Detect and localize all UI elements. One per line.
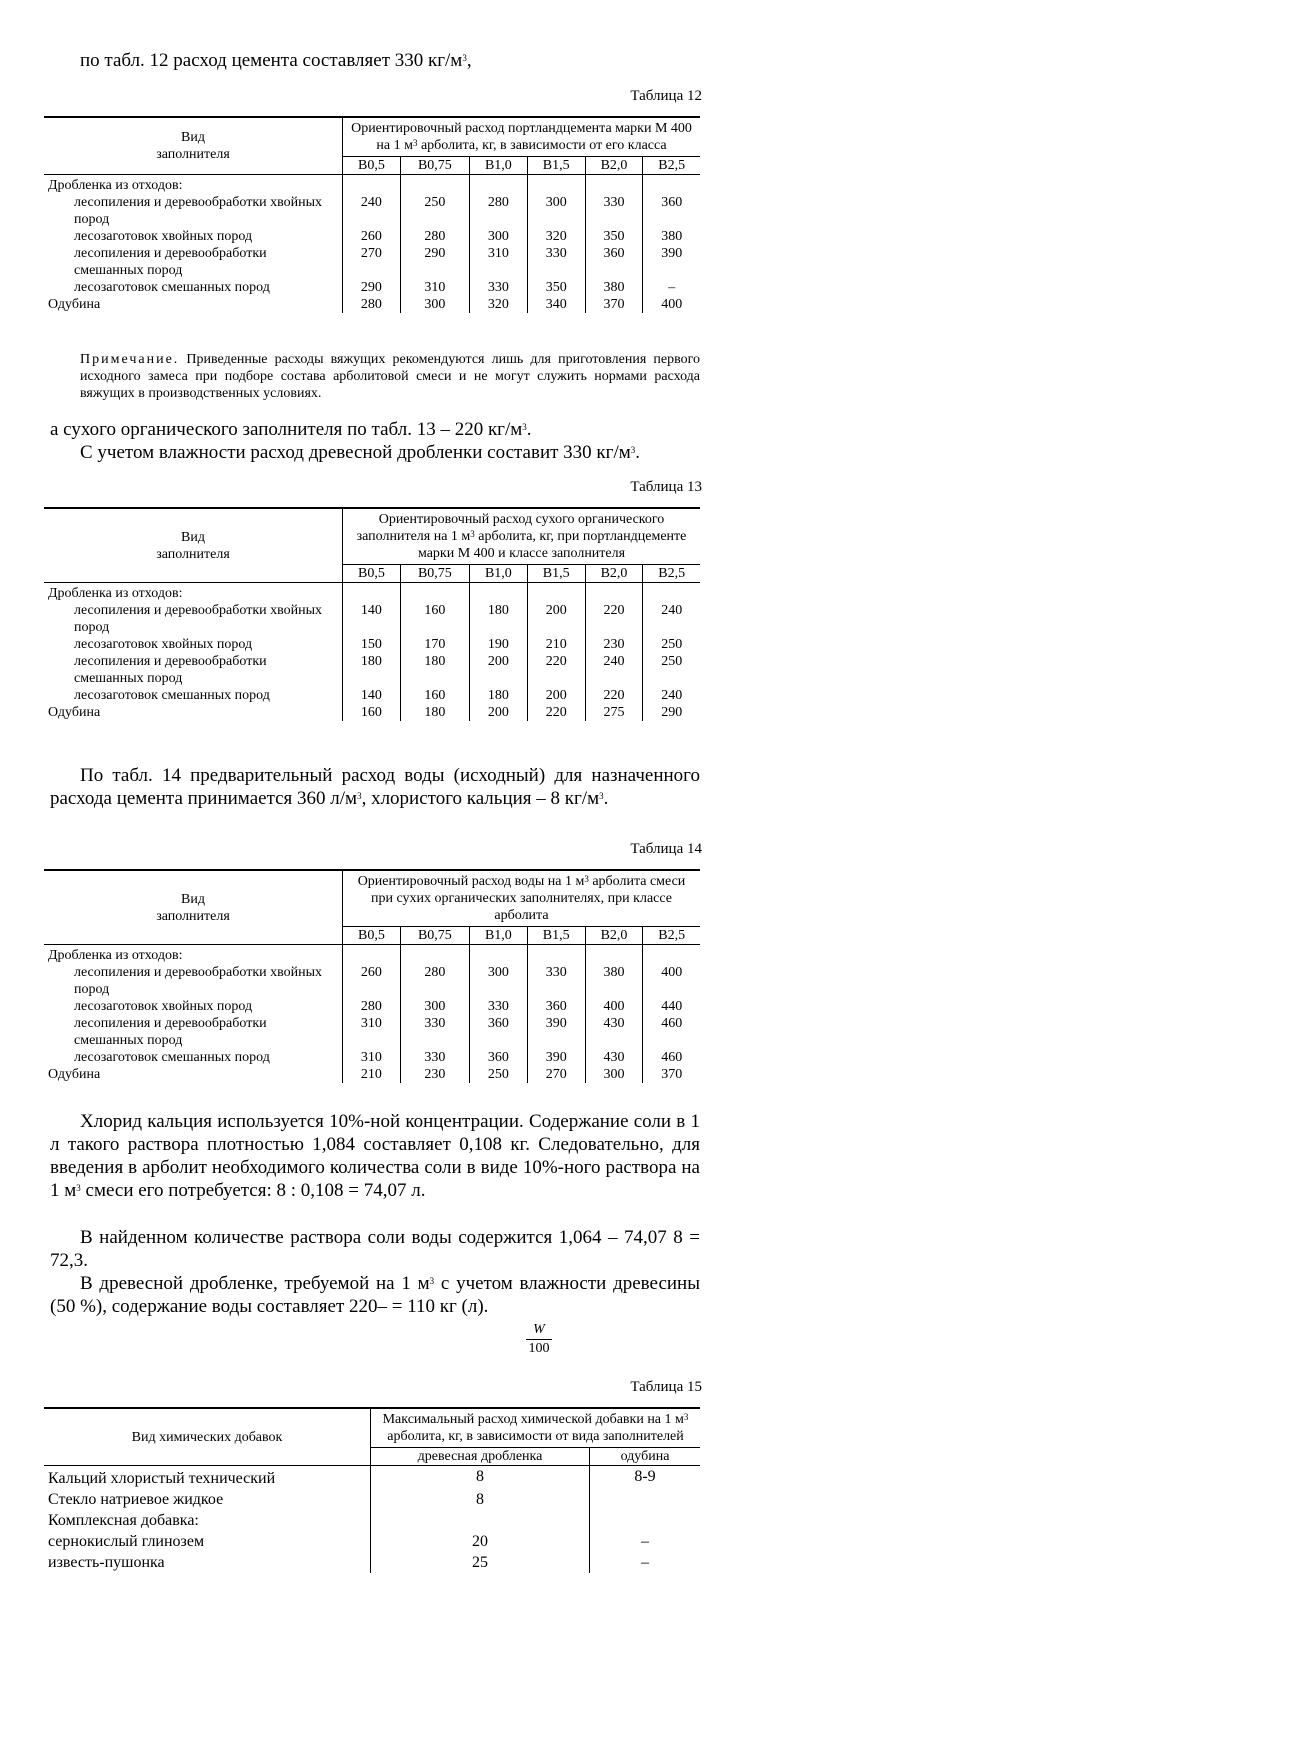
row-group: Дробленка из отходов: [48,586,183,601]
cell: 230 [400,1066,469,1083]
text: В древесной дробленке, требуемой на 1 м [80,1273,430,1294]
text: арболита, кг, в зависимости от его класса [417,138,667,153]
cell: 240 [343,194,401,228]
cell: 300 [400,998,469,1015]
col-header-name: Вид химических добавок [44,1408,371,1466]
table-row [44,687,700,704]
table-13-grid [44,507,700,721]
row-name: Кальций хлористый технический [48,1470,276,1487]
cell: 390 [527,1049,585,1066]
paragraph-wood-water [50,1272,700,1318]
cell: 330 [400,1049,469,1066]
text: С учетом влажности расход древесной дробленки составит 330 кг/м [80,442,631,463]
cell: 180 [343,653,401,687]
table-row [44,1066,700,1083]
class-header: В1,0 [469,565,527,583]
row-name: Одубина [48,705,101,720]
superscript: 3 [76,1183,81,1193]
class-header: В1,0 [469,927,527,945]
col-header-group [371,1408,701,1448]
paragraph-humidity [50,441,700,464]
col-header-name: Вид заполнителя [44,870,343,945]
col-header-name: Вид заполнителя [44,117,343,175]
table-row [44,1531,700,1552]
cell: – [590,1531,701,1552]
row-name: лесопиления и деревообработки смешанных пород [74,654,267,686]
paragraph-water [50,764,700,810]
cell: 250 [469,1066,527,1083]
table-row [44,1015,700,1049]
class-header: В1,5 [527,565,585,583]
cell: 310 [469,245,527,279]
text: по табл. 12 расход цемента составляет 330 кг/м [80,50,463,71]
row-name: Стекло натриевое жидкое [48,1491,224,1508]
cell: 310 [343,1049,401,1066]
superscript: 3 [462,53,467,63]
cell: 300 [469,964,527,998]
row-name: лесозаготовок смешанных пород [74,1050,270,1065]
cell: 280 [343,296,401,313]
cell: 270 [527,1066,585,1083]
cell: 210 [343,1066,401,1083]
table-12-caption: Таблица 12 [630,88,702,104]
cell: 180 [400,704,469,721]
row-name: лесопиления и деревообработки хвойных пород [74,603,323,635]
cell: – [590,1552,701,1573]
cell: 8 [371,1466,590,1490]
row-name: Одубина [48,1067,101,1082]
col-header-group [343,508,701,565]
cell: 350 [585,228,643,245]
cell: 330 [585,194,643,228]
cell: 140 [343,602,401,636]
table-14 [50,869,700,1083]
text: Ориентировочный расход портландцемента марки М 400 на 1 м [351,121,692,153]
sub-header-odubina: одубина [590,1448,701,1466]
table-row [44,1489,700,1510]
cell: 8 [371,1489,590,1510]
table-row [44,636,700,653]
text: . [635,442,640,463]
cell: 330 [527,964,585,998]
cell: 200 [469,653,527,687]
fraction [526,1321,552,1358]
row-name: лесозаготовок смешанных пород [74,688,270,703]
cell: 460 [643,1015,700,1049]
cell: 240 [643,602,700,636]
row-name: Одубина [48,297,101,312]
cell: 25 [371,1552,590,1573]
cell: 350 [527,279,585,296]
cell: 200 [527,687,585,704]
class-header: В2,5 [643,565,700,583]
table-14-grid [44,869,700,1083]
row-name: известь-пушонка [48,1554,165,1571]
class-header: В2,0 [585,927,643,945]
cell: 370 [643,1066,700,1083]
cell: 150 [343,636,401,653]
text: арболита смеси при сухих органических заполнителях, при классе арболита [371,874,686,923]
table-row [44,194,700,228]
cell: 220 [585,687,643,704]
cell: 160 [400,687,469,704]
cell: 360 [527,998,585,1015]
cell: 380 [643,228,700,245]
cell: 340 [527,296,585,313]
cell: 160 [400,602,469,636]
note-text: Приведенные расходы вяжущих рекомендуются лишь для приготовления первого исходного замеса при подборе состава арболитовой смеси и не могут служить нормами расхода вяжущих в производственных условиях. [80,352,700,401]
cell: 380 [585,279,643,296]
table-15 [50,1407,700,1573]
table-row [44,653,700,687]
superscript: 3 [429,1276,435,1286]
paragraph-cement [50,49,700,72]
class-header: В2,5 [643,157,700,175]
cell: 160 [343,704,401,721]
text: Хлорид кальция используется 10%-ной концентрации. Содержание соли в 1 л такого раствора плотностью 1,084 составляет 0,108 кг. Следовательно, для введения в арболит необходимого количества соли в виде 10%-ного раствора на 1 м [50,1111,700,1201]
cell [371,1510,590,1531]
cell: 250 [643,636,700,653]
paragraph-solution: В найденном количестве раствора соли воды содержится 1,064 – 74,07 8 = 72,3. [50,1227,700,1271]
cell: 220 [585,602,643,636]
text: По табл. 14 предварительный расход воды (исходный) для назначенного расхода цемента принимается 360 л/м [50,765,700,809]
cell: 440 [643,998,700,1015]
row-name: лесозаготовок хвойных пород [74,999,253,1014]
cell: 270 [343,245,401,279]
cell: 260 [343,228,401,245]
cell: 360 [469,1015,527,1049]
row-name: лесопиления и деревообработки хвойных пород [74,195,323,227]
cell: 310 [343,1015,401,1049]
table-row [44,945,700,965]
class-header: В0,75 [400,927,469,945]
table-12-note [50,351,700,402]
row-name: лесопиления и деревообработки смешанных пород [74,1016,267,1048]
col-header-name: Вид заполнителя [44,508,343,583]
text: арболита, кг, в зависимости от вида заполнителей [387,1429,684,1444]
cell: 250 [643,653,700,687]
text: . [603,788,609,809]
text: с учетом влажности древесины (50 %), содержание воды составляет 220– = 110 кг (л). [50,1273,700,1317]
cell: 320 [527,228,585,245]
cell: 180 [400,653,469,687]
cell: 290 [343,279,401,296]
cell: 430 [585,1049,643,1066]
fraction-numerator: W [526,1321,552,1340]
row-name: лесопиления и деревообработки хвойных пород [74,965,323,997]
cell: 400 [643,296,700,313]
table-13 [50,507,700,721]
cell: 260 [343,964,401,998]
cell: – [643,279,700,296]
col-header-group [343,870,701,927]
superscript: 3 [584,874,589,884]
text: . [526,419,532,440]
cell: 460 [643,1049,700,1066]
class-header: В1,5 [527,927,585,945]
row-group: Дробленка из отходов: [48,948,183,963]
superscript: 3 [630,445,636,455]
class-header: В1,0 [469,157,527,175]
sub-header-wood: древесная дробленка [371,1448,590,1466]
class-header: В2,5 [643,927,700,945]
table-15-caption: Таблица 15 [630,1379,702,1395]
cell: 300 [400,296,469,313]
table-12-grid [44,116,700,313]
text: арболита, кг, при портландцементе марки М 400 и классе заполнителя [417,529,687,561]
table-row [44,964,700,998]
cell: 400 [643,964,700,998]
cell: 430 [585,1015,643,1049]
row-name: лесозаготовок смешанных пород [74,280,270,295]
class-header: В2,0 [585,157,643,175]
cell: 290 [643,704,700,721]
cell: 240 [585,653,643,687]
row-group: Дробленка из отходов: [48,178,183,193]
table-row [44,583,700,603]
cell: 250 [400,194,469,228]
text: смеси его потребуется: 8 : 0,108 = 74,07 л. [80,1180,426,1201]
cell: 310 [400,279,469,296]
cell: 220 [527,653,585,687]
cell: 280 [400,228,469,245]
class-header: В0,5 [343,565,401,583]
cell: 390 [643,245,700,279]
cell: 190 [469,636,527,653]
cell: 300 [585,1066,643,1083]
cell: 320 [469,296,527,313]
cell: 330 [469,279,527,296]
table-15-grid [44,1407,700,1573]
cell [590,1489,701,1510]
cell: 280 [400,964,469,998]
text: а сухого органического заполнителя по табл. 13 – 220 кг/м [50,419,523,440]
class-header: В0,75 [400,157,469,175]
table-14-caption: Таблица 14 [630,841,702,857]
col-header-group [343,117,701,157]
cell: 180 [469,602,527,636]
table-13-caption: Таблица 13 [630,479,702,495]
text: Ориентировочный расход сухого органического заполнителя на 1 м [356,512,665,544]
cell: 230 [585,636,643,653]
text: , [466,50,472,71]
cell: 220 [527,704,585,721]
cell: 140 [343,687,401,704]
fraction-denominator: 100 [528,1341,550,1356]
row-name: лесопиления и деревообработки смешанных пород [74,246,267,278]
superscript: 3 [683,1412,689,1422]
cell: 240 [643,687,700,704]
text: , хлористого кальция – 8 кг/м [361,788,600,809]
note-label: Примечание. [80,352,180,367]
cell: 360 [469,1049,527,1066]
paragraph-dry-filler [50,418,700,441]
text: Максимальный расход химической добавки на 1 м [382,1412,684,1427]
cell: 180 [469,687,527,704]
cell: 280 [469,194,527,228]
cell: 390 [527,1015,585,1049]
cell: 200 [527,602,585,636]
cell: 380 [585,964,643,998]
row-name: лесозаготовок хвойных пород [74,637,253,652]
cell: 170 [400,636,469,653]
table-row [44,1552,700,1573]
cell: 330 [400,1015,469,1049]
table-row [44,1466,700,1490]
cell: 275 [585,704,643,721]
row-name: сернокислый глинозем [48,1533,205,1550]
paragraph-calcium [50,1110,700,1202]
table-row [44,1510,700,1531]
cell: 300 [527,194,585,228]
cell: 20 [371,1531,590,1552]
table-row [44,1049,700,1066]
cell: 300 [469,228,527,245]
table-12 [50,116,700,313]
cell: 370 [585,296,643,313]
cell: 330 [469,998,527,1015]
cell: 210 [527,636,585,653]
table-row [44,279,700,296]
class-header: В1,5 [527,157,585,175]
superscript: 3 [470,529,475,539]
class-header: В2,0 [585,565,643,583]
class-header: В0,5 [343,927,401,945]
cell: 360 [585,245,643,279]
class-header: В0,75 [400,565,469,583]
table-row [44,245,700,279]
superscript: 3 [412,138,418,148]
class-header: В0,5 [343,157,401,175]
text: Ориентировочный расход воды на 1 м [357,874,585,889]
cell: 360 [643,194,700,228]
table-row [44,175,700,195]
cell [590,1510,701,1531]
cell: 8-9 [590,1466,701,1490]
superscript: 3 [599,791,604,801]
table-row [44,602,700,636]
superscript: 3 [357,791,362,801]
cell: 400 [585,998,643,1015]
table-row [44,296,700,313]
table-row [44,704,700,721]
cell: 200 [469,704,527,721]
cell: 330 [527,245,585,279]
table-row [44,998,700,1015]
row-name: лесозаготовок хвойных пород [74,229,253,244]
cell: 290 [400,245,469,279]
row-name: Комплексная добавка: [48,1512,199,1529]
table-row [44,228,700,245]
cell: 280 [343,998,401,1015]
superscript: 3 [522,422,527,432]
